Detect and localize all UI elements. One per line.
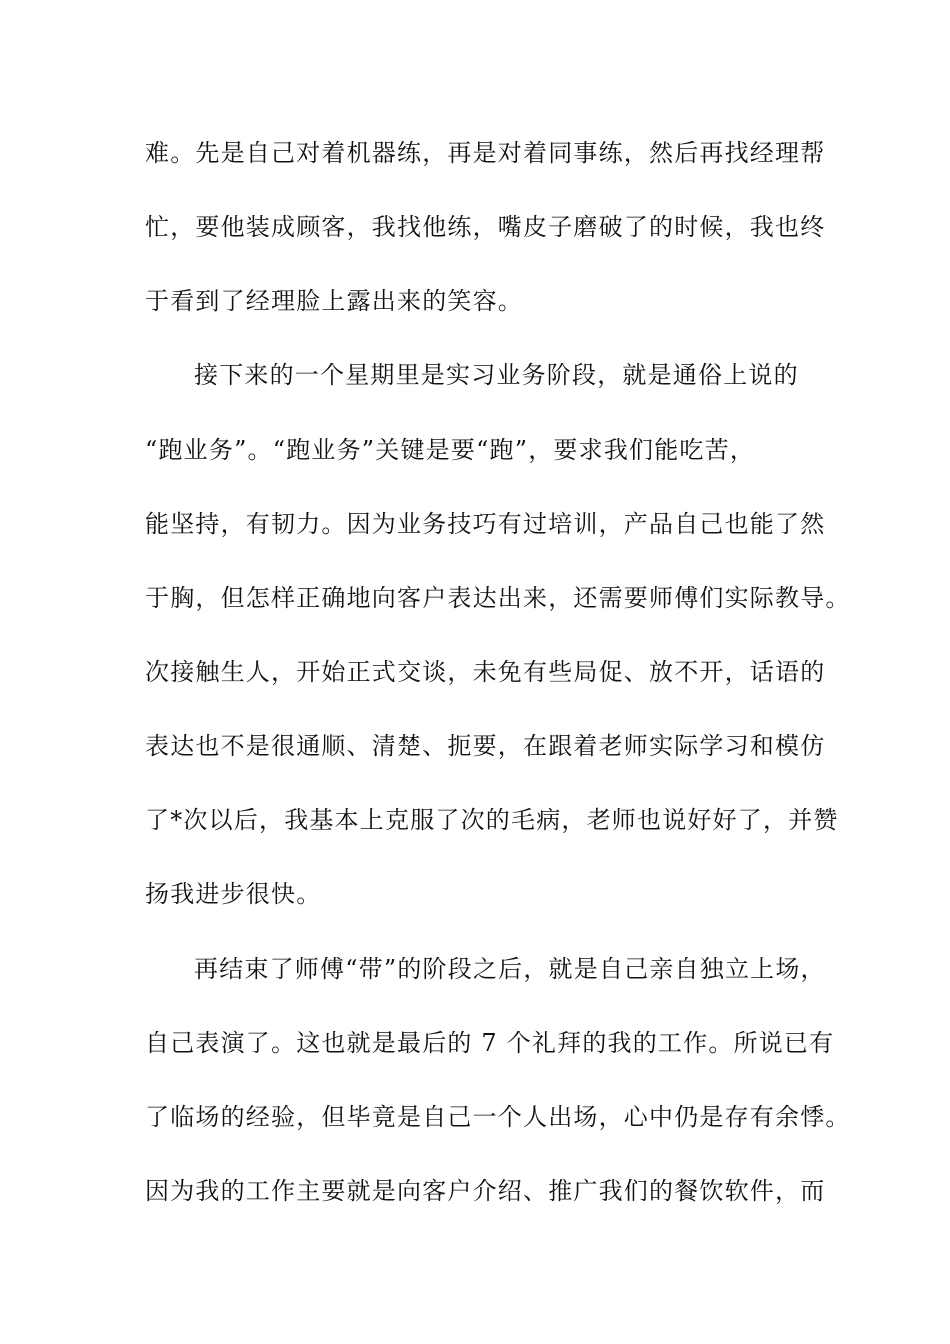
text-line: 难。先是自己对着机器练，再是对着同事练，然后再找经理帮 [145,139,826,167]
text-line: 表达也不是很通顺、清楚、扼要，在跟着老师实际学习和模仿 [145,732,826,760]
text-line: 因为我的工作主要就是向客户介绍、推广我们的餐饮软件，而 [145,1177,826,1205]
paragraph-first-line: 接下来的一个星期里是实习业务阶段，就是通俗上说的 [194,361,799,389]
paragraph-first-line: 再结束了师傅“带”的阶段之后，就是自己亲自独立上场， [194,955,826,983]
text-line: 于胸，但怎样正确地向客户表达出来，还需要师傅们实际教导。 [145,584,851,612]
text-line: 次接触生人，开始正式交谈，未免有些局促、放不开，话语的 [145,658,826,686]
text-line: “跑业务”。“跑业务”关键是要“跑”，要求我们能吃苦， [145,436,756,464]
text-line: 忙，要他装成顾客，我找他练，嘴皮子磨破了的时候，我也终 [145,213,826,241]
text-line: 自己表演了。这也就是最后的 7 个礼拜的我的工作。所说已有 [145,1029,835,1057]
text-line: 了*次以后，我基本上克服了次的毛病，老师也说好好了，并赞 [145,806,839,834]
text-line: 扬我进步很快。 [145,880,322,908]
text-line: 能坚持，有韧力。因为业务技巧有过培训，产品自己也能了然 [145,510,826,538]
text-line: 了临场的经验，但毕竟是自己一个人出场，心中仍是存有余悸。 [145,1103,851,1131]
text-line: 于看到了经理脸上露出来的笑容。 [145,287,523,315]
